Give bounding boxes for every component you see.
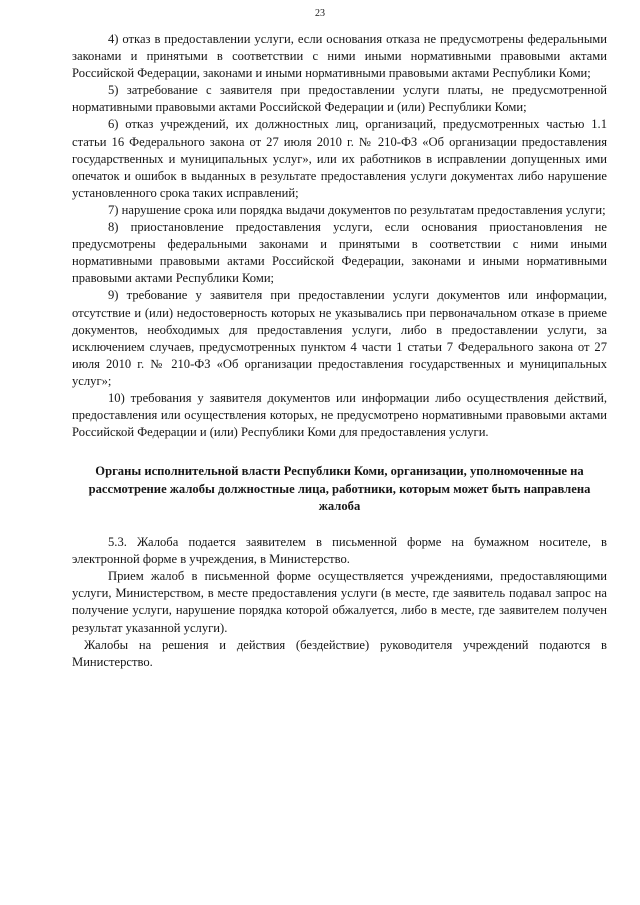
list-item-7: 7) нарушение срока или порядка выдачи документов по результатам предоставления услуги; [108, 202, 606, 217]
page-content [72, 31, 607, 671]
list-item-9: 9) требование у заявителя при предоставлении услуги документов или информации, отсутствие и (или) недостоверность которых не указывались при первоначальном отказе в приеме документов, необходимых для предоставления услуги, либо в предоставлении услуги, за исключением случаев, предусмотренных пунктом 4 части 1 статьи 7 Федерального закона от 27 июля 2010 г. № 210-ФЗ «Об организации предоставления государственных и муниципальных услуг»; [72, 288, 607, 388]
page-number: 23 [315, 8, 325, 19]
paragraph-reception: Прием жалоб в письменной форме осуществляется учреждениями, предоставляющими услуги, Министерством, в месте предоставления услуги (в месте, где заявитель подавал запрос на получение услуги, нарушение порядка которой обжалуется, либо в месте, где заявителем получен результат указанной услуги). [72, 569, 607, 635]
section-heading: Органы исполнительной власти Республики Коми, организации, уполномоченные на рассмотрение жалобы должностные лица, работники, которым может быть направлена жалоба [88, 464, 591, 514]
list-item-10: 10) требования у заявителя документов или информации либо осуществления действий, предоставления или осуществления которых, не предусмотрено нормативными правовыми актами Российской Федерации и (или) Республики Коми для предоставления услуги. [72, 390, 607, 440]
paragraph-5-3: 5.3. Жалоба подается заявителем в письменной форме на бумажном носителе, в электронной форме в учреждения, в Министерство. [72, 535, 607, 567]
list-item-6: 6) отказ учреждений, их должностных лиц, организаций, предусмотренных частью 1.1 статьи 16 Федерального закона от 27 июля 2010 г. № 210-ФЗ «Об организации предоставления государственных и муниципальных услуг», или их работников в исправлении допущенных ими опечаток и ошибок в выданных в результате предоставления услуги документах либо нарушение установленного срока таких исправлений; [72, 117, 607, 200]
paragraph-complaints-head: Жалобы на решения и действия (бездействие) руководителя учреждений подаются в Министерство. [72, 637, 607, 669]
list-item-4: 4) отказ в предоставлении услуги, если основания отказа не предусмотрены федеральными законами и принятыми в соответствии с ними иными нормативными правовыми актами Российской Федерации, законами и иными нормативными правовыми актами Республики Коми; [72, 32, 607, 81]
list-item-8: 8) приостановление предоставления услуги, если основания приостановления не предусмотрены федеральными законами и принятыми в соответствии с ними иными нормативными правовыми актами Российской Федерации, законами и иными нормативными правовыми актами Республики Коми; [72, 220, 607, 286]
list-item-5: 5) затребование с заявителя при предоставлении услуги платы, не предусмотренной нормативными правовыми актами Российской Федерации и (или) Республики Коми; [72, 83, 607, 115]
